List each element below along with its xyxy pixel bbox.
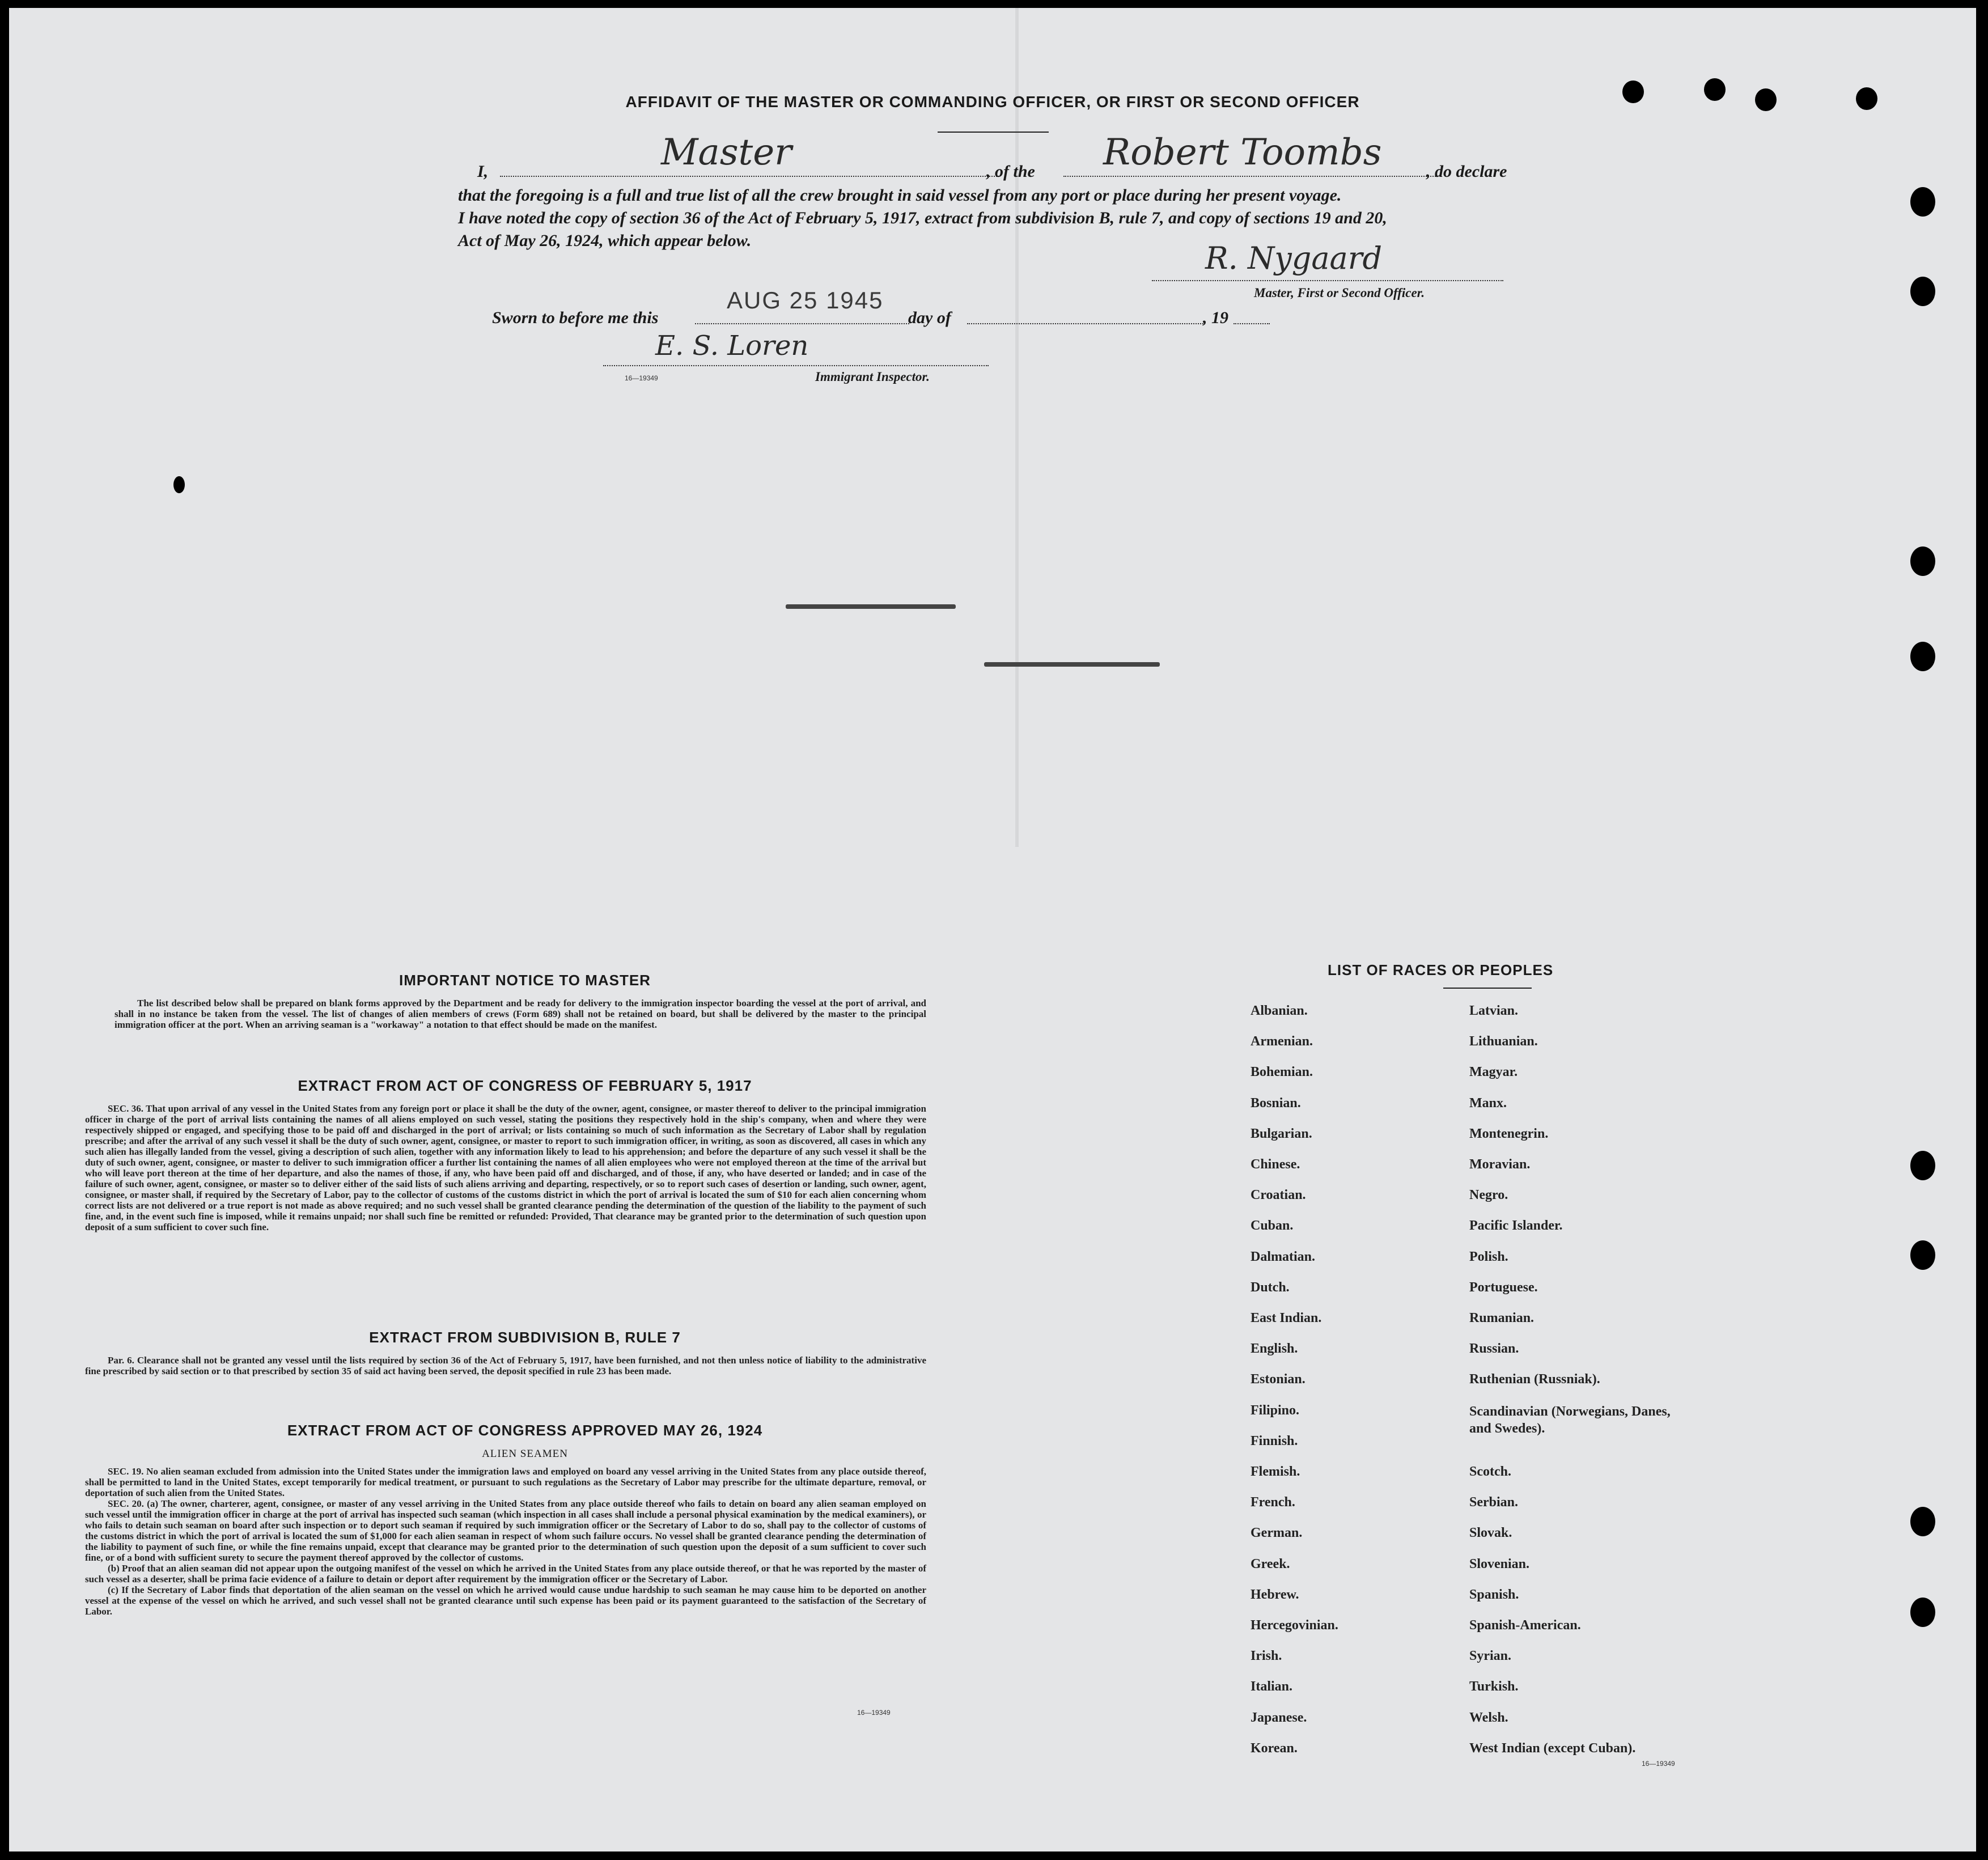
extract-1917-body	[85, 1103, 926, 1232]
race-item: Slovenian.	[1469, 1556, 1530, 1571]
sec19-text: SEC. 19. No alien seaman excluded from admission into the United States under the immigration laws and employed on board any vessel arriving in the United States from any place outside thereof, shall be permitted to land in the United States, except temporarily for medical treatment, or pursuant to such regulations as the Secretary of Labor may prescribe for the ultimate departure, removal, or deportation of such alien from the United States.	[85, 1466, 926, 1498]
sworn-day-of: day of	[908, 308, 951, 327]
sec20b-text: (b) Proof that an alien seaman did not appear upon the outgoing manifest of the vessel on which he arrived in the United States from any place outside thereof, or that he was reported by the master of such vessel as a deserter, shall be prima facie evidence of a failure to detain or deport after requirement by the immigration officer or the Secretary of Labor.	[85, 1563, 926, 1584]
rule7-body	[85, 1355, 926, 1376]
race-item: Dutch.	[1251, 1279, 1290, 1295]
race-item: Lithuanian.	[1469, 1034, 1538, 1049]
notice-text: The list described below shall be prepared on blank forms approved by the Department and be ready for delivery to the immigration inspector boarding the vessel at the port of arrival, and shall in no instance be taken from the vessel. The list of changes of alien members of crews (Form 689) shall not be retained on board, but shall be delivered by the master to the principal immigration officer at the port. When an arriving seaman is a "workaway" a notation to that effect should be made on the manifest.	[115, 998, 926, 1030]
race-item: Greek.	[1251, 1556, 1290, 1571]
races-title: LIST OF RACES OR PEOPLES	[1328, 961, 1554, 978]
rule7-text: Par. 6. Clearance shall not be granted any vessel until the lists required by section 36 of the Act of February 5, 1917, have been furnished, and not then unless notice of liability to the administrative fine prescribed by said section or to that prescribed by section 35 of said act having been served, the deposit specified in rule 23 has been made.	[85, 1355, 926, 1376]
race-item: Rumanian.	[1469, 1311, 1535, 1325]
race-item: Serbian.	[1469, 1495, 1519, 1510]
race-item: English.	[1251, 1341, 1298, 1357]
ink-smear	[984, 662, 1160, 667]
title-rule	[938, 132, 1049, 133]
race-item: Moravian.	[1469, 1157, 1531, 1172]
inspector-caption: Immigrant Inspector.	[815, 370, 930, 384]
sec20a-text: SEC. 20. (a) The owner, charterer, agent, consignee, or master of any vessel arriving in the United States from any place outside thereof who fails to detain on board any alien seaman employed on such vessel until the immigration officer in charge at the port of arrival has inspected such seaman (which inspection in all cases shall include a personal physical examination by the medical examiners), or who fails to detain such seaman on board after such inspection or to deport such seaman if required by such immigration officer or the Secretary of Labor to do so, shall pay to the collector of customs of the customs district in which the port of arrival is located the sum of $1,000 for each alien seaman in respect of whom such failure occurs. No vessel shall be granted clearance pending the determination of the liability to payment of such fine, or while the fine remains unpaid, except that clearance may be granted prior to the determination of such question upon the deposit of a sum sufficient to cover such fine, or of a bond with sufficient surety to secure the payment thereof approved by the collector of customs.	[85, 1498, 926, 1563]
notice-body	[115, 998, 926, 1030]
race-item: Welsh.	[1469, 1710, 1508, 1725]
affidavit-declare: , do declare	[1426, 162, 1507, 181]
race-item: Negro.	[1469, 1188, 1508, 1203]
affidavit-line4: Act of May 26, 1924, which appear below.	[458, 231, 752, 250]
race-item: Spanish.	[1469, 1587, 1519, 1602]
sworn-month-line	[967, 323, 1205, 324]
extract-1924-body	[85, 1466, 926, 1617]
race-item: Italian.	[1251, 1679, 1293, 1694]
sworn-year-line	[1234, 323, 1270, 324]
handwritten-rank: Master	[661, 132, 792, 173]
race-item: Chinese.	[1251, 1157, 1300, 1172]
sworn-text: Sworn to before me this	[492, 308, 659, 327]
race-item: East Indian.	[1251, 1311, 1322, 1325]
punch-hole	[1910, 1507, 1935, 1536]
signature-line	[1152, 280, 1503, 281]
sworn-day-line	[695, 323, 909, 324]
form-number: 16—19349	[625, 374, 658, 382]
extract-1924-subtitle: ALIEN SEAMEN	[482, 1448, 568, 1460]
extract-1917-title: EXTRACT FROM ACT OF CONGRESS OF FEBRUARY 5, 1917	[298, 1077, 752, 1094]
race-item: Bulgarian.	[1251, 1126, 1312, 1141]
race-item: Turkish.	[1469, 1679, 1519, 1694]
master-signature: R. Nygaard	[1205, 240, 1383, 276]
race-item: West Indian (except Cuban).	[1469, 1740, 1636, 1756]
form-number: 16—19349	[857, 1709, 891, 1717]
race-item: Albanian.	[1251, 1003, 1308, 1018]
race-item: Scandinavian (Norwegians, Danes, and Swedes).	[1469, 1404, 1671, 1436]
affidavit-i: I,	[477, 162, 489, 181]
race-item: Montenegrin.	[1469, 1126, 1549, 1141]
race-item: Portuguese.	[1469, 1279, 1538, 1295]
race-item: Bosnian.	[1251, 1095, 1301, 1111]
affidavit-line2: that the foregoing is a full and true list of all the crew brought in said vessel from any port or place during her present voyage.	[458, 186, 1342, 205]
punch-hole	[1910, 1151, 1935, 1180]
race-item: Ruthenian (Russniak).	[1469, 1372, 1600, 1387]
race-item: Dalmatian.	[1251, 1249, 1315, 1264]
race-item: Cuban.	[1251, 1218, 1294, 1234]
races-title-rule	[1443, 988, 1532, 989]
race-item: Croatian.	[1251, 1188, 1306, 1203]
ink-smear	[786, 604, 956, 609]
race-item: German.	[1251, 1526, 1303, 1541]
race-item: Latvian.	[1469, 1003, 1519, 1018]
inspector-signature: E. S. Loren	[655, 330, 809, 362]
race-item: Scotch.	[1469, 1464, 1511, 1479]
inspector-line	[603, 365, 989, 366]
sec20c-text: (c) If the Secretary of Labor finds that deportation of the alien seaman on the vessel on which he arrived would cause undue hardship to such seaman he may cause him to be deported on another vessel at the expense of the vessel on which he arrived, and such vessel shall not be granted clearance until such expense has been paid or its payment guaranteed to the satisfaction of the Secretary of Labor.	[85, 1584, 926, 1617]
race-item: Polish.	[1469, 1249, 1508, 1264]
race-item: Finnish.	[1251, 1433, 1298, 1448]
race-item: Japanese.	[1251, 1710, 1307, 1725]
race-item: Hebrew.	[1251, 1587, 1299, 1602]
race-item: Flemish.	[1251, 1464, 1300, 1479]
form-number: 16—19349	[1642, 1760, 1675, 1768]
ink-spot	[173, 476, 185, 493]
rank-field-line	[500, 176, 999, 177]
race-item: Syrian.	[1469, 1649, 1512, 1664]
punch-hole	[1910, 642, 1935, 671]
vessel-field-line	[1063, 176, 1438, 177]
race-item: Bohemian.	[1251, 1065, 1313, 1080]
date-stamp: AUG 25 1945	[727, 287, 884, 313]
form-page	[9, 8, 1976, 1851]
race-item: Hercegovinian.	[1251, 1618, 1338, 1633]
notice-title: IMPORTANT NOTICE TO MASTER	[399, 972, 651, 989]
race-item: Russian.	[1469, 1341, 1519, 1357]
rule7-title: EXTRACT FROM SUBDIVISION B, RULE 7	[369, 1329, 681, 1346]
signature-caption: Master, First or Second Officer.	[1254, 286, 1425, 300]
punch-hole	[1910, 1240, 1935, 1270]
center-fold	[1015, 8, 1019, 847]
punch-hole	[1910, 546, 1935, 576]
race-item: Armenian.	[1251, 1034, 1313, 1049]
punch-hole	[1910, 277, 1935, 306]
race-item: Irish.	[1251, 1649, 1282, 1664]
sworn-year: , 19	[1203, 308, 1228, 327]
affidavit-of-the: , of the	[986, 162, 1035, 181]
punch-hole	[1910, 1598, 1935, 1627]
race-item: French.	[1251, 1495, 1295, 1510]
race-item: Magyar.	[1469, 1065, 1518, 1080]
punch-hole	[1910, 187, 1935, 217]
extract-1917-text: SEC. 36. That upon arrival of any vessel in the United States from any foreign port or place it shall be the duty of the owner, agent, consignee, or master thereof to deliver to the principal immigration officer in charge of the port of arrival lists containing the names of all aliens employed on such vessel, stating the positions they respectively hold in the ship's company, when and where they were respectively shipped or engaged, and specifying those to be paid off and discharged in the port of arrival; or lists containing so much of such information as the Secretary of Labor shall by regulation prescribe; and after the arrival of any such vessel it shall be the duty of such owner, agent, consignee, or master to report to such immigration officer, in writing, as soon as discovered, all cases in which any such alien has illegally landed from the vessel, giving a description of such alien, together with any information likely to lead to his apprehension; and before the departure of any such vessel it shall be the duty of such owner, agent, consignee, or master to deliver to such immigration officer a further list containing the names of all alien employees who were not employed thereon at the time of the arrival but who will leave port thereon at the time of her departure, and also the names of those, if any, who have been paid off and discharged, and of those, if any, who have deserted or landed; and in case of the failure of such owner, agent, consignee, or master so to deliver either of the said lists of such aliens arriving and departing, respectively, or so to report such cases of desertion or landing, such owner, agent, consignee, or master shall, if required by the Secretary of Labor, pay to the collector of customs of the customs district in which the port of arrival is located the sum of $10 for each alien concerning whom correct lists are not delivered or a true report is not made as above required; and no such vessel shall be granted clearance pending the determination of the question of the liability to the payment of such fine, and, in the event such fine is imposed, while it remains unpaid; nor shall such fine be remitted or refunded: Provided, That clearance may be granted prior to the determination of such question upon deposit of a sum sufficient to cover such fine.	[85, 1103, 926, 1232]
affidavit-line3: I have noted the copy of section 36 of the Act of February 5, 1917, extract from subdivision B, rule 7, and copy of sections 19 and 20,	[458, 209, 1387, 227]
handwritten-vessel: Robert Toombs	[1103, 132, 1382, 173]
race-item: Filipino.	[1251, 1403, 1300, 1418]
race-item: Pacific Islander.	[1469, 1218, 1563, 1234]
race-item: Korean.	[1251, 1740, 1298, 1756]
race-item: Estonian.	[1251, 1372, 1305, 1387]
extract-1924-title: EXTRACT FROM ACT OF CONGRESS APPROVED MAY 26, 1924	[287, 1422, 763, 1439]
race-item: Spanish-American.	[1469, 1618, 1581, 1633]
race-item: Manx.	[1469, 1095, 1507, 1111]
affidavit-title: AFFIDAVIT OF THE MASTER OR COMMANDING OFFICER, OR FIRST OR SECOND OFFICER	[625, 93, 1360, 111]
race-item: Slovak.	[1469, 1526, 1512, 1541]
